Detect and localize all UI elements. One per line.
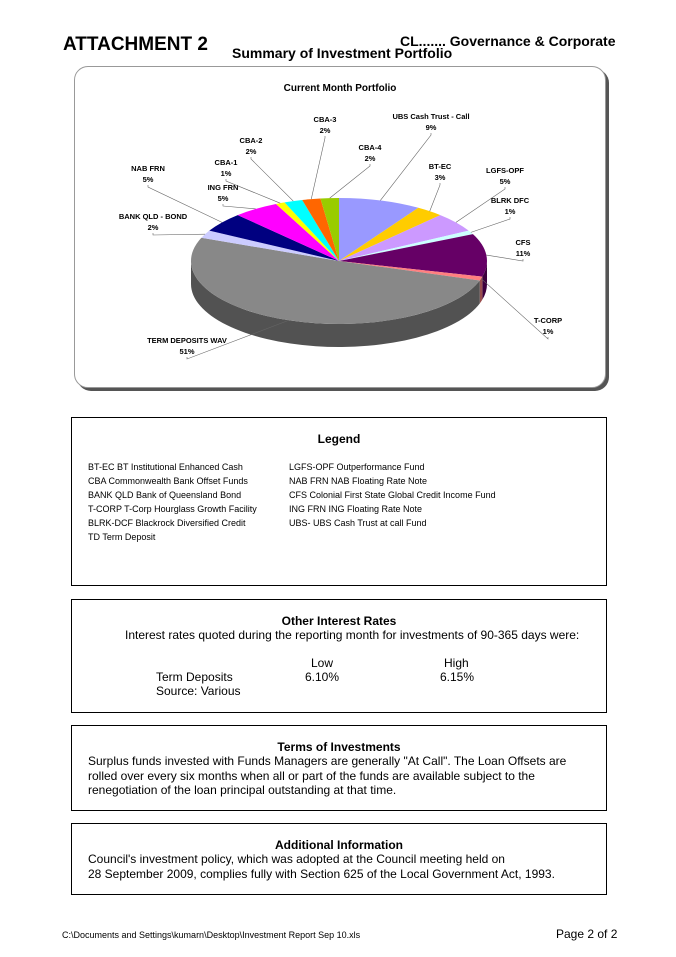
rates-low-header: Low [311, 656, 334, 670]
slice-label: BT-EC [428, 162, 452, 171]
footer-file-path: C:\Documents and Settings\kumarn\Desktop\Investment Report Sep 10.xls [62, 930, 361, 940]
terms-line: renegotiation of the loan principal outstanding at that time. [88, 783, 397, 797]
terms-line: Surplus funds invested with Funds Managers are generally "At Call". The Loan Offsets are [88, 754, 567, 768]
legend-item: CFS Colonial First State Global Credit Income Fund [289, 490, 496, 500]
slice-percent: 5% [217, 194, 229, 203]
slice-label: CBA-1 [214, 158, 238, 167]
slice-percent: 2% [319, 126, 331, 135]
slice-label: CBA-4 [358, 143, 382, 152]
legend-item: UBS- UBS Cash Trust at call Fund [289, 518, 427, 528]
header-department: CL....... Governance & Corporate [400, 33, 616, 49]
slice-percent: 51% [179, 347, 195, 356]
legend-panel [71, 417, 607, 586]
legend-item: TD Term Deposit [88, 532, 156, 542]
legend-title: Legend [317, 432, 361, 446]
chart-panel [74, 66, 606, 388]
slice-label: LGFS-OPF [486, 166, 524, 175]
interest-rates-panel [71, 599, 607, 713]
slice-label: CBA-3 [313, 115, 337, 124]
slice-label: BANK QLD - BOND [118, 212, 188, 221]
slice-percent: 5% [499, 177, 511, 186]
terms-line: rolled over every six months when all or part of the funds are available subject to the [88, 769, 535, 783]
legend-item: NAB FRN NAB Floating Rate Note [289, 476, 428, 486]
info-line: 28 September 2009, complies fully with Section 625 of the Local Government Act, 1993. [88, 867, 555, 881]
info-title: Additional Information [275, 838, 403, 852]
terms-title: Terms of Investments [277, 740, 401, 754]
rates-source: Source: Various [156, 684, 241, 698]
slice-percent: 5% [142, 175, 154, 184]
legend-item: LGFS-OPF Outperformance Fund [289, 462, 425, 472]
slice-label: NAB FRN [131, 164, 165, 173]
leader-line [311, 136, 325, 199]
legend-item: BANK QLD Bank of Queensland Bond [88, 490, 242, 500]
rates-title: Other Interest Rates [281, 614, 397, 628]
pie-chart [75, 67, 605, 387]
slice-percent: 2% [147, 223, 159, 232]
rates-high-value: 6.15% [440, 670, 475, 684]
slice-percent: 2% [245, 147, 257, 156]
slice-label: TERM DEPOSITS WAV [147, 336, 227, 345]
slice-percent: 1% [504, 207, 516, 216]
slice-label: CBA-2 [239, 136, 263, 145]
leader-line [251, 157, 293, 201]
legend-item: T-CORP T-Corp Hourglass Growth Facility [88, 504, 257, 514]
rates-row-label: Term Deposits [156, 670, 233, 684]
chart-title: Current Month Portfolio [283, 83, 397, 94]
slice-percent: 9% [425, 123, 437, 132]
slice-label: UBS Cash Trust - Call [392, 112, 470, 121]
leader-line [223, 204, 256, 209]
info-line: Council's investment policy, which was adopted at the Council meeting held on [88, 852, 505, 866]
rates-intro: Interest rates quoted during the reporting month for investments of 90-365 days were: [125, 628, 580, 642]
leader-line [380, 133, 431, 201]
slice-percent: 2% [364, 154, 376, 163]
leader-line [481, 279, 548, 339]
pie-side-t-corp [480, 277, 483, 304]
attachment-label: ATTACHMENT 2 [63, 34, 208, 55]
slice-percent: 1% [542, 327, 554, 336]
terms-panel [71, 725, 607, 811]
leader-line [153, 233, 205, 235]
slice-label: ING FRN [207, 183, 239, 192]
slice-percent: 11% [515, 249, 531, 258]
leader-line [471, 217, 510, 232]
rates-high-header: High [444, 656, 469, 670]
page-number: Page 2 of 2 [556, 927, 618, 941]
rates-low-value: 6.10% [305, 670, 340, 684]
page-title: Summary of Investment Portfolio [232, 45, 453, 61]
legend-item: ING FRN ING Floating Rate Note [289, 504, 423, 514]
legend-item: BT-EC BT Institutional Enhanced Cash [88, 462, 243, 472]
legend-item: CBA Commonwealth Bank Offset Funds [88, 476, 248, 486]
leader-line [330, 164, 370, 198]
slice-percent: 1% [220, 169, 232, 178]
slice-label: T-CORP [533, 316, 563, 325]
slice-label: BLRK DFC [490, 196, 530, 205]
slice-percent: 3% [434, 173, 446, 182]
legend-item: BLRK-DCF Blackrock Diversified Credit [88, 518, 246, 528]
slice-label: CFS [515, 238, 531, 247]
additional-info-panel [71, 823, 607, 895]
leader-line [430, 183, 440, 211]
